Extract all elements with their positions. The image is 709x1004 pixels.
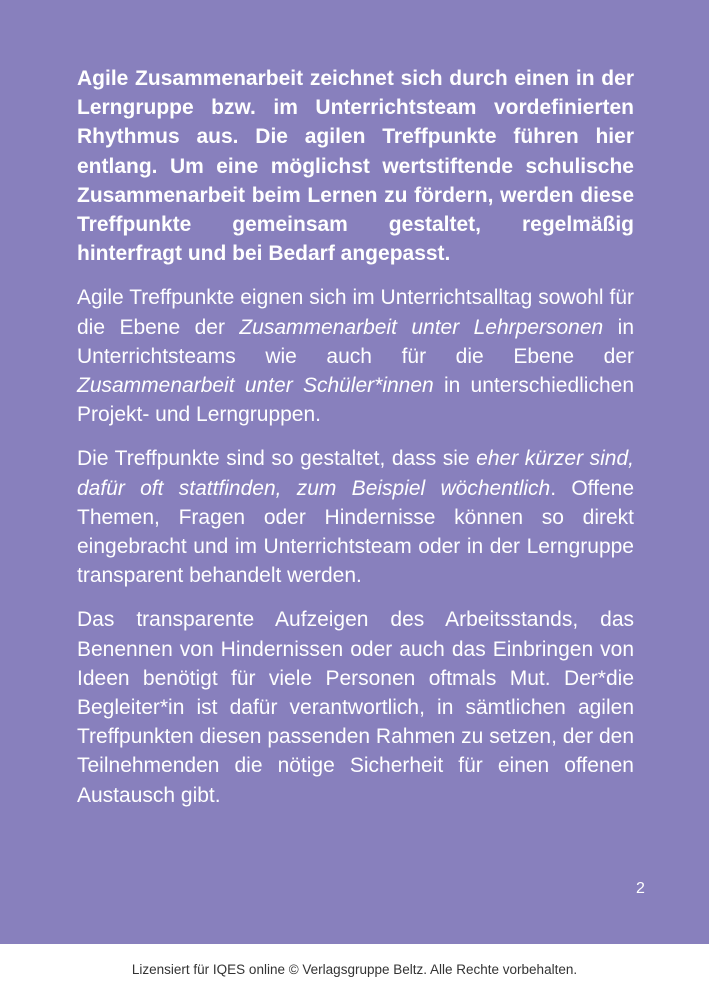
paragraph-meeting-points [77,283,634,429]
paragraph-text: Die Treffpunkte sind so gestaltet, dass sie [77,447,477,471]
paragraph-text: Agile Treffpunkte eignen sich im Unterrichtsalltag sowohl für die Ebene der [77,286,634,339]
emphasis-text: Zusammenarbeit unter Lehrpersonen [239,315,604,339]
license-footer: Lizensiert für IQES online © Verlagsgruppe Beltz. Alle Rechte vorbehalten. [131,962,578,977]
intro-paragraph: Agile Zusammenarbeit zeichnet sich durch einen in der Lerngruppe bzw. im Unterrichtsteam vordefinierten Rhythmus aus. Die agilen Treffpunkte führen hier entlang. Um eine möglichst wertstiftende schulische Zusammenarbeit beim Lernen zu fördern, werden diese Treffpunkte gemeinsam gestaltet, regelmäßig hinterfragt und bei Bedarf angepasst. [77,67,634,266]
emphasis-text: Zusammenarbeit unter Schüler*innen [77,374,434,398]
paragraph-text: in Unterrichtsteams wie auch für die Ebene der [77,315,634,368]
body-text [77,64,634,810]
emphasis-text: eher kürzer sind, dafür oft stattfinden, zum Beispiel wöchentlich [77,447,634,500]
paragraph-facilitator: Das transparente Aufzeigen des Arbeitsstands, das Benennen von Hindernissen oder auch das Einbringen von Ideen benötigt für viele Personen oftmals Mut. Der*die Begleiter*in ist dafür verantwortlich, in sämtlichen agilen Treffpunkten diesen passenden Rahmen zu setzen, der den Teilnehmenden die nötige Sicherheit für einen offenen Austausch gibt. [77,608,634,807]
paragraph-text: in unterschiedlichen Projekt- und Lerngruppen. [77,374,634,427]
page-number: 2 [636,880,645,897]
paragraph-text: . Offene Themen, Fragen oder Hindernisse können so direkt eingebracht und im Unterrichtsteam oder in der Lerngruppe transparent behandelt werden. [77,476,634,588]
paragraph-frequency [77,444,634,590]
